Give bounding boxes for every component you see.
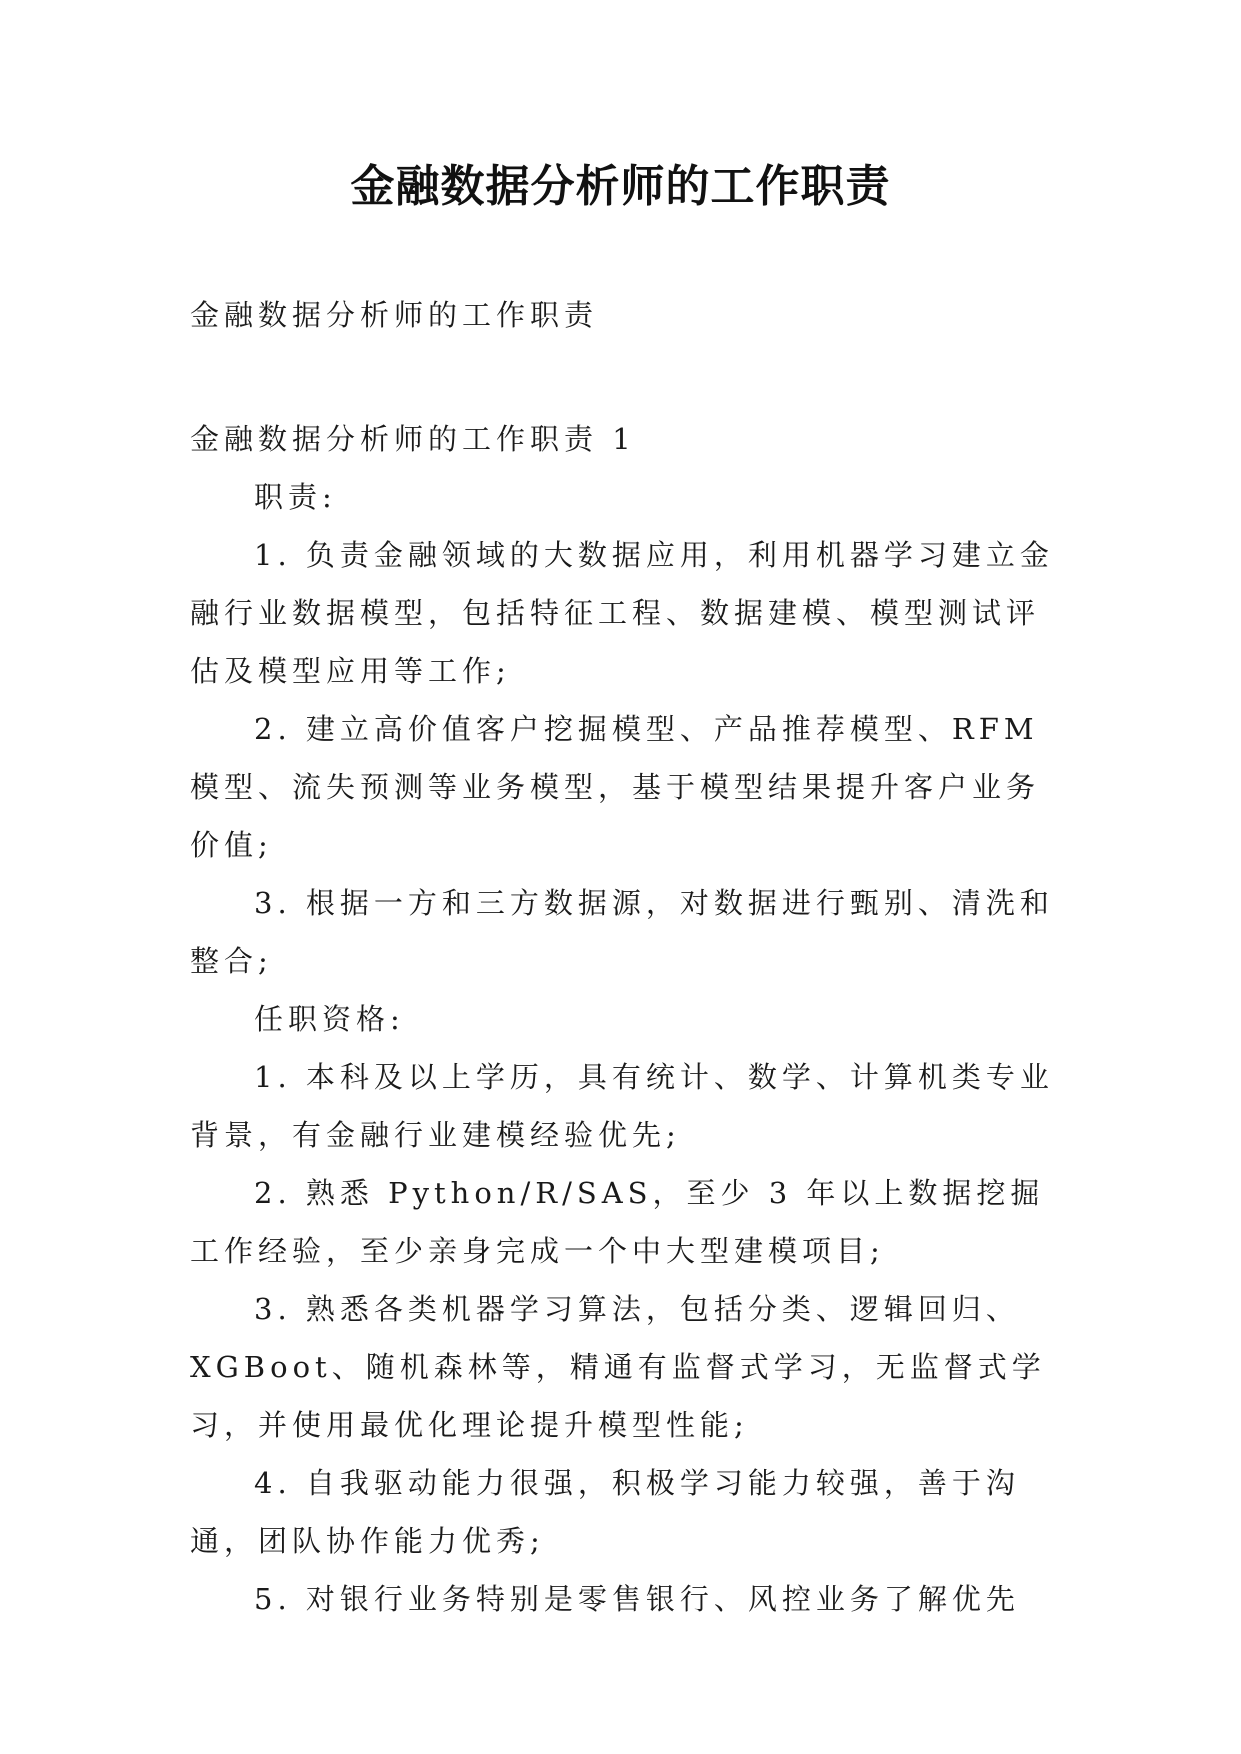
qualification-item: 2. 熟悉 Python/R/SAS，至少 3 年以上数据挖掘工作经验，至少亲身完成一个中大型建模项目;	[190, 1176, 1045, 1268]
document-subtitle: 金融数据分析师的工作职责	[190, 298, 599, 332]
duty-item: 1. 负责金融领域的大数据应用，利用机器学习建立金融行业数据模型，包括特征工程、数据建模、模型测试评估及模型应用等工作;	[190, 538, 1054, 688]
qualification-item: 4. 自我驱动能力很强，积极学习能力较强，善于沟通，团队协作能力优秀;	[190, 1466, 1020, 1558]
section-title: 金融数据分析师的工作职责 1	[190, 422, 636, 456]
duties-heading: 职责:	[254, 480, 337, 514]
qualification-item: 5. 对银行业务特别是零售银行、风控业务了解优先	[254, 1582, 1020, 1616]
qualification-item: 3. 熟悉各类机器学习算法，包括分类、逻辑回归、XGBoot、随机森林等，精通有监督式学习，无监督式学习，并使用最优化理论提升模型性能;	[190, 1292, 1046, 1442]
qualification-item: 1. 本科及以上学历，具有统计、数学、计算机类专业背景，有金融行业建模经验优先;	[190, 1060, 1054, 1152]
qualifications-heading: 任职资格:	[254, 1002, 405, 1036]
duty-item: 3. 根据一方和三方数据源，对数据进行甄别、清洗和整合;	[190, 886, 1054, 978]
document-body	[190, 468, 1070, 1628]
duty-item: 2. 建立高价值客户挖掘模型、产品推荐模型、RFM 模型、流失预测等业务模型，基于模型结果提升客户业务价值;	[190, 712, 1041, 862]
document-title: 金融数据分析师的工作职责	[350, 161, 891, 212]
